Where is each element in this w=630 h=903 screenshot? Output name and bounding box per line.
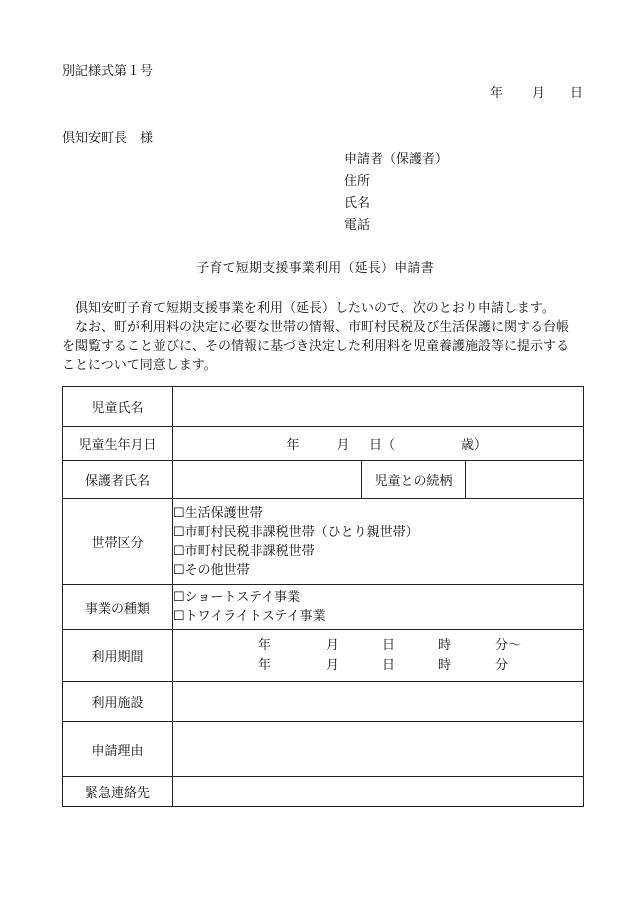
table-row bbox=[63, 722, 584, 777]
household-option-tax-exempt-single-parent[interactable]: ☐市町村民税非課税世帯（ひとり親世帯） bbox=[173, 524, 419, 540]
applicant-phone-label: 電話 bbox=[344, 218, 371, 233]
relation-label: 児童との続柄 bbox=[362, 461, 466, 499]
period-from-day: 日 bbox=[381, 637, 395, 653]
child-birth-field[interactable] bbox=[173, 427, 584, 461]
service-option-twilight-stay[interactable]: ☐トワイライトステイ事業 bbox=[173, 609, 326, 624]
service-type-label: 事業の種類 bbox=[63, 585, 173, 630]
child-name-field[interactable] bbox=[173, 387, 584, 427]
guardian-name-label: 保護者氏名 bbox=[63, 461, 173, 499]
household-option-welfare[interactable]: ☐生活保護世帯 bbox=[173, 505, 263, 521]
body-paragraph-1: 倶知安町子育て短期支援事業を利用（延長）したいので、次のとおり申請します。 bbox=[75, 301, 555, 316]
period-to-day: 日 bbox=[381, 657, 395, 673]
table-row bbox=[63, 499, 584, 585]
period-label: 利用期間 bbox=[63, 630, 173, 682]
body-paragraph-2-line-2: を閲覧すること並びに、その情報に基づき決定した利用料を児童養護施設等に提示する bbox=[62, 339, 570, 354]
reason-label: 申請理由 bbox=[63, 722, 173, 777]
service-option-short-stay[interactable]: ☐ショートステイ事業 bbox=[173, 590, 301, 605]
table-row bbox=[63, 585, 584, 630]
emergency-contact-label: 緊急連絡先 bbox=[63, 777, 173, 807]
emergency-contact-field[interactable] bbox=[173, 777, 584, 807]
service-options bbox=[173, 585, 584, 630]
applicant-name-label: 氏名 bbox=[344, 196, 371, 211]
birth-year: 年 bbox=[286, 438, 300, 453]
body-paragraph-2-line-3: ことについて同意します。 bbox=[62, 358, 217, 373]
table-row bbox=[63, 427, 584, 461]
birth-month: 月 bbox=[336, 438, 350, 453]
facility-label: 利用施設 bbox=[63, 682, 173, 722]
relation-field[interactable] bbox=[466, 461, 584, 499]
child-birth-label: 児童生年月日 bbox=[63, 427, 173, 461]
period-to-month: 月 bbox=[325, 657, 339, 673]
date-line bbox=[490, 86, 583, 102]
period-to-year: 年 bbox=[257, 657, 271, 673]
period-from-hour: 時 bbox=[437, 637, 451, 653]
body-paragraph-2-line-1: なお、町が利用料の決定に必要な世帯の情報、市町村民税及び生活保護に関する台帳 bbox=[75, 320, 570, 335]
period-from bbox=[173, 636, 583, 656]
household-option-tax-exempt[interactable]: ☐市町村民税非課税世帯 bbox=[173, 543, 315, 559]
period-field[interactable] bbox=[173, 630, 584, 682]
household-option-other[interactable]: ☐その他世帯 bbox=[173, 562, 250, 578]
table-row bbox=[63, 630, 584, 682]
period-to-hour: 時 bbox=[437, 657, 451, 673]
document-title: 子育て短期支援事業利用（延長）申請書 bbox=[196, 261, 434, 276]
period-from-minute: 分～ bbox=[494, 637, 521, 653]
period-from-year: 年 bbox=[257, 637, 271, 653]
date-year: 年 bbox=[490, 86, 504, 101]
household-options bbox=[173, 499, 584, 585]
facility-field[interactable] bbox=[173, 682, 584, 722]
household-label: 世帯区分 bbox=[63, 499, 173, 585]
date-day: 日 bbox=[570, 86, 584, 101]
period-to bbox=[173, 656, 583, 676]
application-table bbox=[62, 386, 584, 807]
period-to-minute: 分 bbox=[494, 657, 508, 673]
body-text bbox=[62, 299, 584, 375]
birth-day: 日（ bbox=[369, 438, 396, 453]
form-number: 別記様式第１号 bbox=[62, 64, 154, 79]
period-from-month: 月 bbox=[325, 637, 339, 653]
table-row bbox=[63, 682, 584, 722]
child-name-label: 児童氏名 bbox=[63, 387, 173, 427]
table-row bbox=[63, 387, 584, 427]
birth-age: 歳） bbox=[461, 438, 488, 453]
applicant-address-label: 住所 bbox=[344, 174, 371, 189]
reason-field[interactable] bbox=[173, 722, 584, 777]
table-row bbox=[63, 777, 584, 807]
addressee: 倶知安町長 様 bbox=[62, 131, 154, 146]
table-row bbox=[63, 461, 584, 499]
date-month: 月 bbox=[532, 86, 546, 101]
applicant-heading: 申請者（保護者） bbox=[344, 152, 449, 167]
guardian-name-field[interactable] bbox=[173, 461, 362, 499]
